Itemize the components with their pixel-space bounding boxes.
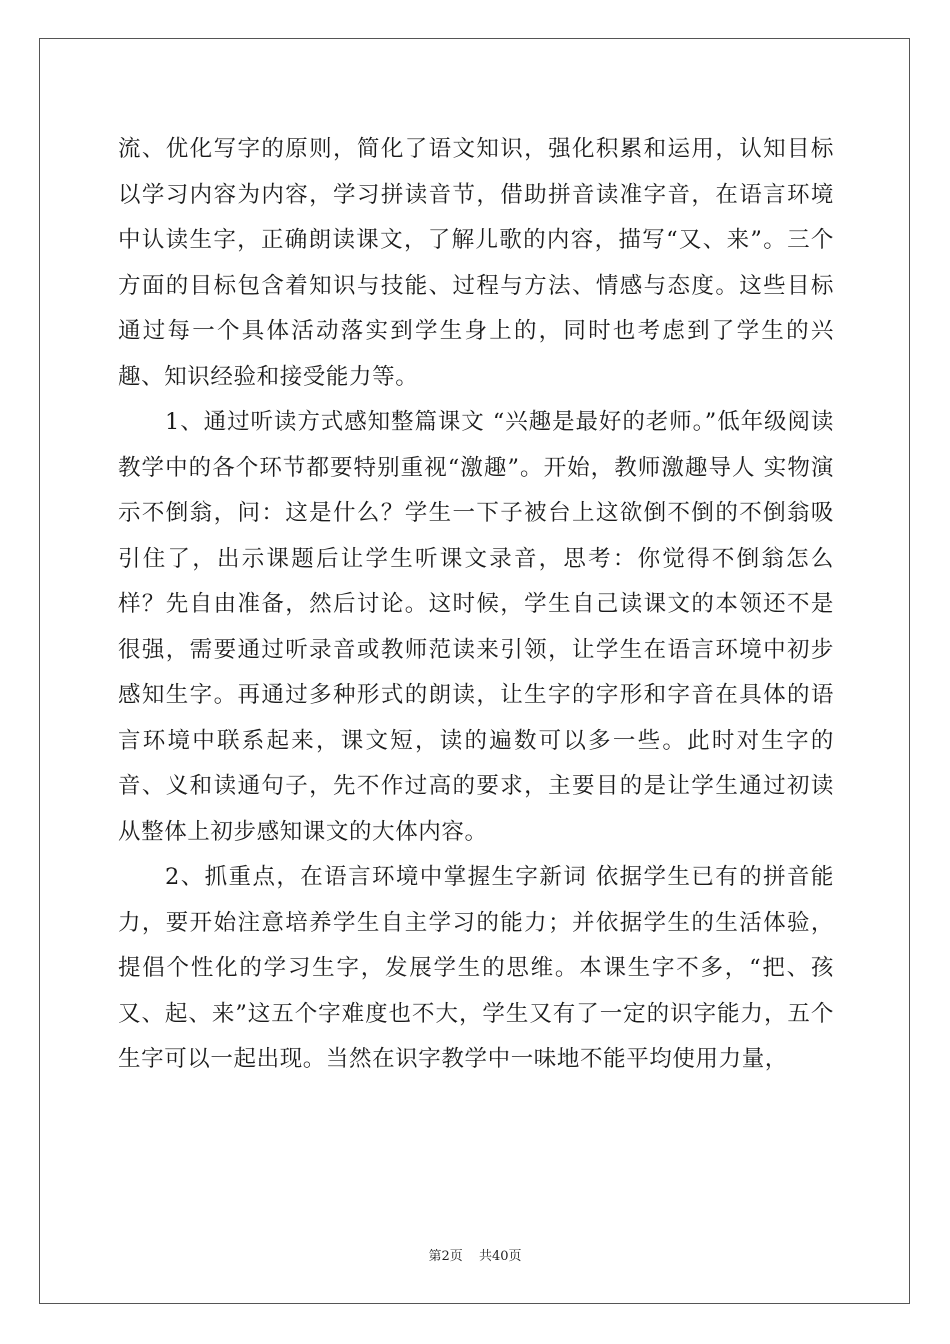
paragraph-2: 1、通过听读方式感知整篇课文 “兴趣是最好的老师。”低年级阅读教学中的各个环节都要特别重视“激趣”。开始，教师激趣导人 实物演示不倒翁，问：这是什么？学生一下子被台上这欲倒不倒的不倒翁吸引住了，出示课题后让学生听课文录音，思考：你觉得不倒翁怎么样？先自由准备，然后讨论。这时候，学生自己读课文的本领还不是很强，需要通过听录音或教师范读来引领，让学生在语言环境中初步感知生字。再通过多种形式的朗读，让生字的字形和字音在具体的语言环境中联系起来，课文短，读的遍数可以多一些。此时对生字的音、义和读通句子，先不作过高的要求，主要目的是让学生通过初读从整体上初步感知课文的大体内容。 bbox=[118, 409, 834, 845]
page-total: 共40页 bbox=[478, 1249, 522, 1264]
paragraph-3: 2、抓重点，在语言环境中掌握生字新词 依据学生已有的拼音能力，要开始注意培养学生自主学习的能力；并依据学生的生活体验，提倡个性化的学习生字，发展学生的思维。本课生字不多，“把、孩又、起、来”这五个字难度也不大，学生又有了一定的识字能力，五个生字可以一起出现。当然在识字教学中一味地不能平均使用力量， bbox=[118, 864, 834, 1072]
page-footer bbox=[0, 1245, 950, 1264]
document-body bbox=[118, 127, 834, 1083]
paragraph-1: 流、优化写字的原则，简化了语文知识，强化积累和运用，认知目标以学习内容为内容，学习拼读音节，借助拼音读准字音，在语言环境中认读生字，正确朗读课文，了解儿歌的内容，描写“又、来”。三个方面的目标包含着知识与技能、过程与方法、情感与态度。这些目标通过每一个具体活动落实到学生身上的，同时也考虑到了学生的兴趣、知识经验和接受能力等。 bbox=[118, 136, 834, 390]
page-number: 第2页 bbox=[428, 1249, 463, 1264]
